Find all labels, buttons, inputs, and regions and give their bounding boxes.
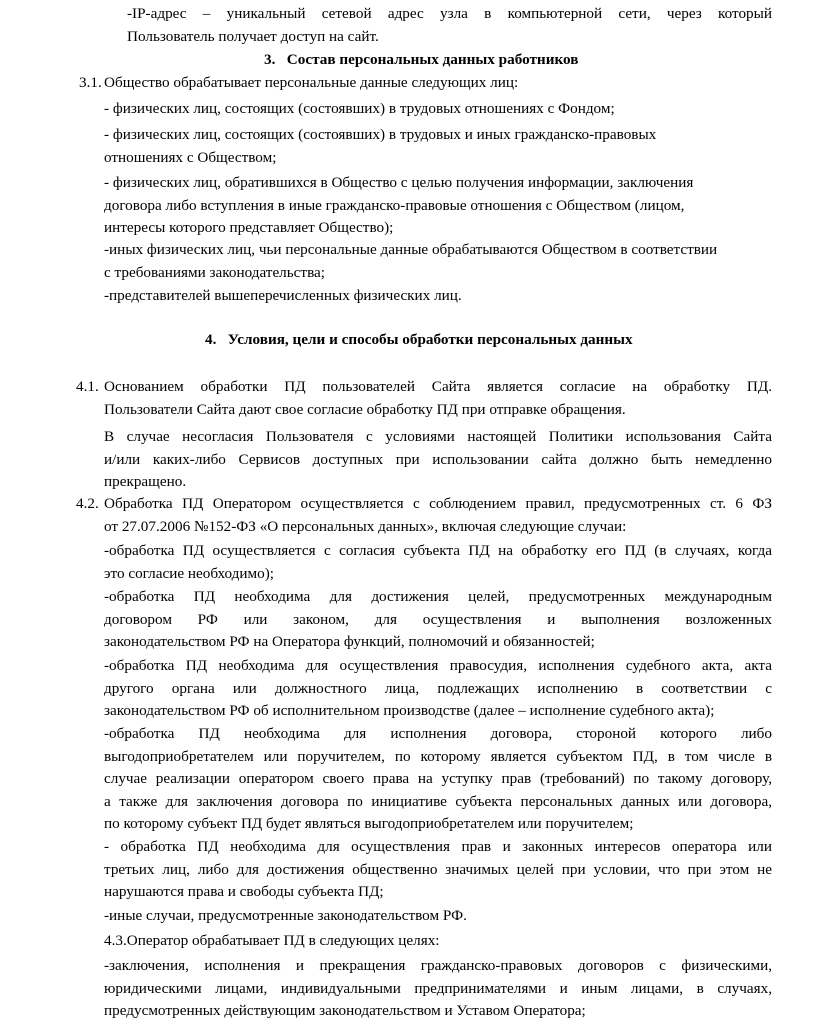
text-line: случае реализации оператором своего права на уступку прав (требований) по такому договору,	[104, 770, 772, 788]
text-line: -обработка ПД необходима для достижения целей, предусмотренных международным	[104, 588, 772, 605]
bullet-item	[104, 98, 772, 121]
text-line: -заключения, исполнения и прекращения гражданско-правовых договоров с физическими,	[104, 957, 772, 974]
ip-address-definition	[127, 3, 772, 48]
text-line: предусмотренных действующим законодательством и Уставом Оператора;	[104, 1002, 586, 1020]
section-number: 3.	[264, 51, 276, 68]
text-line: Обработка ПД Оператором осуществляется с соблюдением правил, предусмотренных ст. 6 ФЗ	[104, 495, 772, 512]
text-line: - физических лиц, состоящих (состоявших) в трудовых отношениях с Фондом;	[104, 100, 615, 117]
bullet-item	[104, 172, 772, 240]
text-line: интересы которого представляет Общество);	[104, 219, 394, 237]
text-line: договором РФ или законом, для осуществления и выполнения возложенных	[104, 610, 772, 628]
bullet-item	[104, 723, 772, 836]
bullet-item	[104, 540, 772, 585]
text-line: - физических лиц, состоящих (состоявших) в трудовых и иных гражданско-правовых	[104, 126, 657, 143]
section-3-heading	[264, 49, 578, 72]
text-line: - физических лиц, обратившихся в Общество с целью получения информации, заключения	[104, 174, 694, 191]
item-lead: Общество обрабатывает персональные данные следующих лиц:	[104, 74, 519, 91]
item-number: 4.1.	[76, 378, 99, 395]
text-line: от 27.07.2006 №152-ФЗ «О персональных данных», включая следующие случаи:	[104, 517, 627, 535]
bullet-item	[104, 905, 772, 928]
text-line: законодательством РФ об исполнительном производстве (далее – исполнение судебного акта);	[104, 702, 715, 720]
text-line: законодательством РФ на Оператора функций, полномочий и обязанностей;	[104, 633, 595, 651]
text-line: и/или каких-либо Сервисов доступных при использовании сайта должно быть немедленно	[104, 450, 772, 468]
text-line: Пользователь получает доступ на сайт.	[127, 27, 379, 45]
text-line: третьих лиц, либо для достижения общественно значимых целей при условии, что при этом не	[104, 860, 772, 878]
item-3-1	[104, 72, 772, 95]
text-line: -иные случаи, предусмотренные законодательством РФ.	[104, 907, 467, 924]
item-number: 4.2.	[76, 495, 99, 512]
text-line: Пользователи Сайта дают свое согласие обработку ПД при отправке обращения.	[104, 400, 626, 418]
item-4-1-paragraph-1	[104, 376, 772, 421]
bullet-item	[104, 955, 772, 1023]
item-4-1-paragraph-2	[104, 426, 772, 494]
text-line: отношениях с Обществом;	[104, 148, 277, 166]
item-4-2-paragraph-1	[104, 493, 772, 538]
bullet-item	[104, 836, 772, 904]
text-line: -обработка ПД осуществляется с согласия субъекта ПД на обработку его ПД (в случаях, когда	[104, 542, 772, 559]
item-number: 3.1.	[79, 74, 102, 91]
text-line: -обработка ПД необходима для исполнения договора, стороной которого либо	[104, 725, 772, 742]
item-4-3	[104, 930, 772, 953]
section-4-heading	[205, 329, 633, 352]
text-line: с требованиями законодательства;	[104, 263, 325, 281]
text-line: а также для заключения договора по инициативе субъекта персональных данных или договора,	[104, 792, 772, 810]
text-line: - обработка ПД необходима для осуществления прав и законных интересов оператора или	[104, 838, 772, 855]
section-title: Состав персональных данных работников	[286, 51, 579, 68]
bullet-item	[104, 285, 772, 308]
text-line: юридическими лицами, индивидуальными предпринимателями и иным лицами, в случаях,	[104, 979, 772, 997]
text-line: -представителей вышеперечисленных физических лиц.	[104, 287, 462, 304]
text-line: -иных физических лиц, чьи персональные данные обрабатываются Обществом в соответствии	[104, 241, 718, 258]
bullet-item	[104, 239, 772, 284]
text-line: -IP-адрес – уникальный сетевой адрес узла в компьютерной сети, через который	[127, 5, 772, 22]
text-line: прекращено.	[104, 473, 187, 491]
text-line: выгодоприобретателем или поручителем, по которому является субъектом ПД, в том числе в	[104, 747, 772, 765]
section-number: 4.	[205, 331, 217, 348]
bullet-item	[104, 655, 772, 723]
text-line: Основанием обработки ПД пользователей Сайта является согласие на обработку ПД.	[104, 378, 772, 395]
text-line: по которому субъект ПД будет являться выгодоприобретателем или поручителем;	[104, 815, 634, 833]
text-line: нарушаются права и свободы субъекта ПД;	[104, 883, 384, 901]
bullet-item	[104, 586, 772, 654]
text-line: В случае несогласия Пользователя с условиями настоящей Политики использования Сайта	[104, 428, 772, 445]
bullet-item	[104, 124, 772, 169]
item-lead: 4.3.Оператор обрабатывает ПД в следующих целях:	[104, 932, 440, 949]
text-line: это согласие необходимо);	[104, 564, 274, 582]
text-line: -обработка ПД необходима для осуществления правосудия, исполнения судебного акта, акта	[104, 657, 772, 674]
text-line: другого органа или должностного лица, подлежащих исполнению в соответствии с	[104, 679, 772, 697]
section-title: Условия, цели и способы обработки персональных данных	[227, 331, 633, 348]
text-line: договора либо вступления в иные гражданско-правовые отношения с Обществом (лицом,	[104, 196, 685, 214]
